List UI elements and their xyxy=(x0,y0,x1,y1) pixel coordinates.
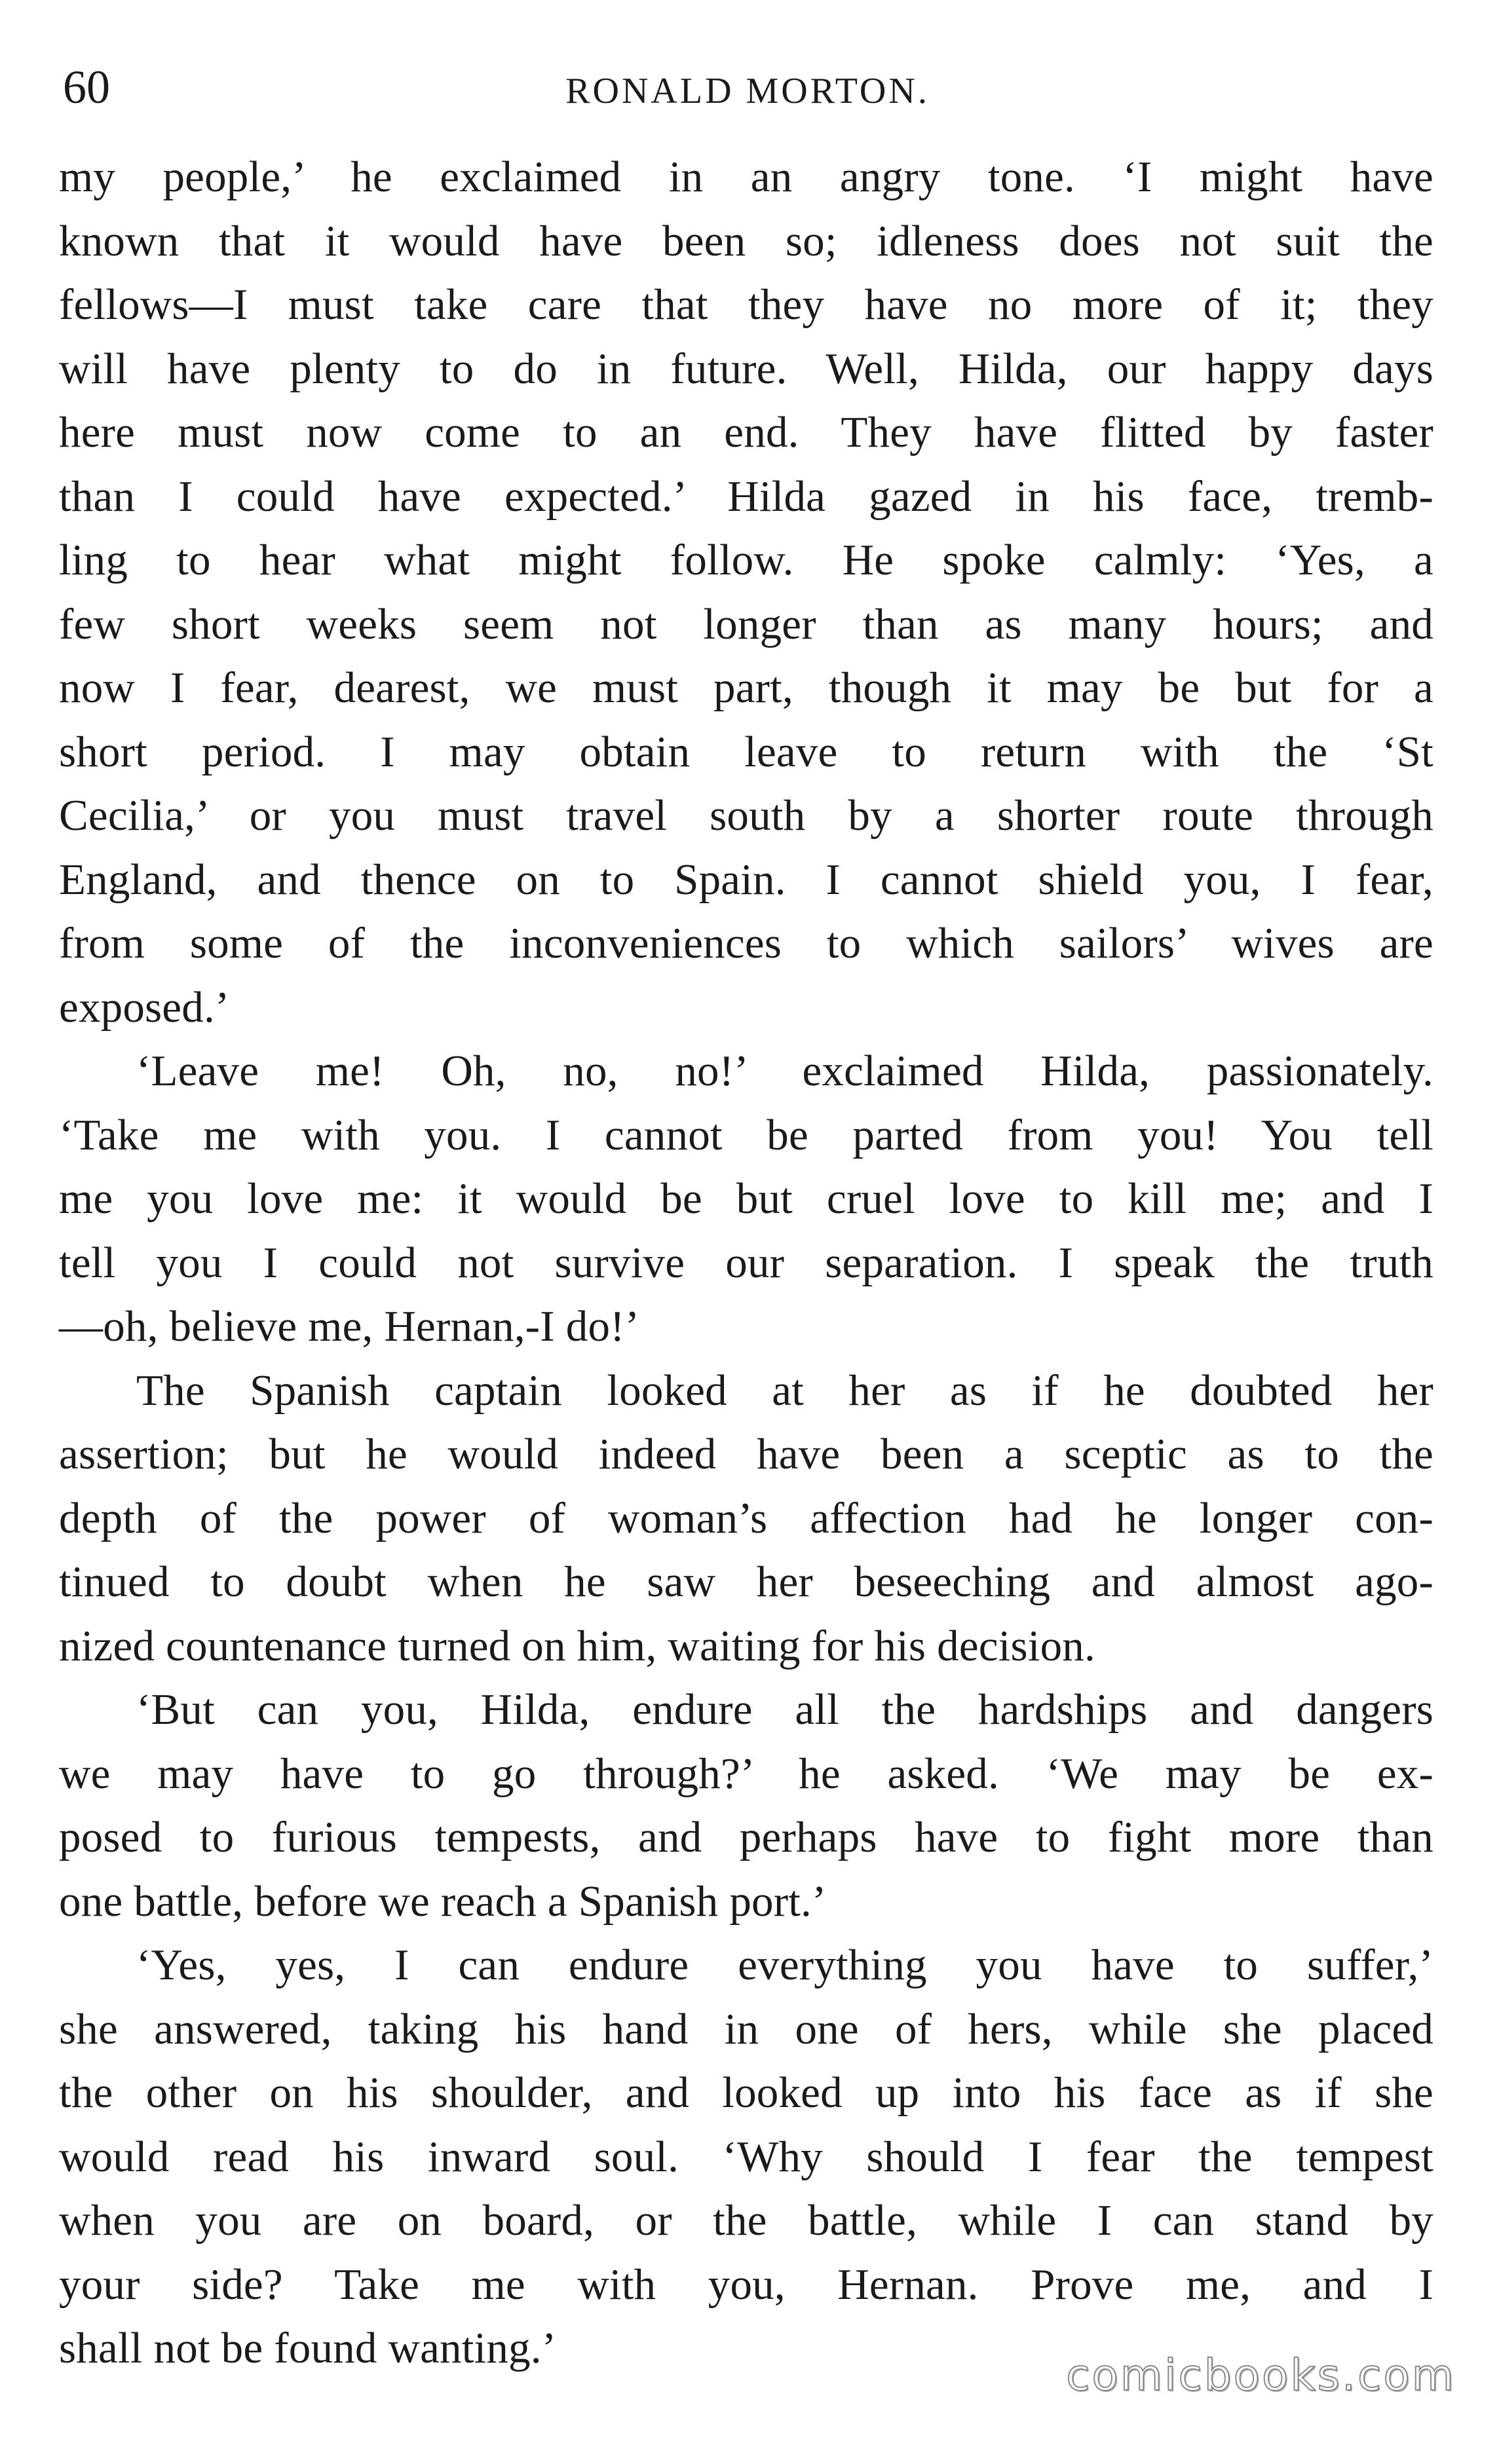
text-line: the other on his shoulder, and looked up into his face as if she xyxy=(59,2068,1433,2117)
text-line: from some of the inconveniences to which sailors’ wives are xyxy=(59,919,1433,967)
text-line: fellows—I must take care that they have no more of it; they xyxy=(59,280,1433,329)
text-line: short period. I may obtain leave to return with the ‘St xyxy=(59,727,1433,776)
body-text xyxy=(59,145,1433,2381)
text-line: when you are on board, or the battle, while I can stand by xyxy=(59,2196,1433,2245)
text-line: nized countenance turned on him, waiting for his decision. xyxy=(59,1621,1095,1670)
text-line: than I could have expected.’ Hilda gazed in his face, tremb- xyxy=(59,472,1433,521)
watermark: comicbooks.com xyxy=(1066,2350,1456,2400)
text-line: now I fear, dearest, we must part, though it may be but for a xyxy=(59,663,1433,712)
text-line: she answered, taking his hand in one of hers, while she placed xyxy=(59,2004,1433,2053)
text-line: we may have to go through?’ he asked. ‘We may be ex- xyxy=(59,1749,1433,1798)
text-line: The Spanish captain looked at her as if he doubted her xyxy=(136,1366,1433,1415)
text-line: tell you I could not survive our separation. I speak the truth xyxy=(59,1238,1433,1287)
text-line: shall not be found wanting.’ xyxy=(59,2324,557,2372)
page-number: 60 xyxy=(63,61,110,113)
text-line: Cecilia,’ or you must travel south by a shorter route through xyxy=(59,791,1433,840)
text-line: ling to hear what might follow. He spoke calmly: ‘Yes, a xyxy=(59,536,1433,584)
text-line: ‘But can you, Hilda, endure all the hardships and dangers xyxy=(136,1685,1433,1734)
text-line: posed to furious tempests, and perhaps have to fight more than xyxy=(59,1813,1433,1861)
text-line: here must now come to an end. They have flitted by faster xyxy=(59,408,1433,457)
text-line: my people,’ he exclaimed in an angry tone. ‘I might have xyxy=(59,153,1433,201)
text-line: ‘Take me with you. I cannot be parted from you! You tell xyxy=(59,1110,1433,1159)
text-line: your side? Take me with you, Hernan. Prove me, and I xyxy=(59,2260,1433,2309)
text-line: —oh, believe me, Hernan,-I do!’ xyxy=(59,1302,640,1351)
text-line: depth of the power of woman’s affection had he longer con- xyxy=(59,1493,1433,1542)
text-line: assertion; but he would indeed have been a sceptic as to the xyxy=(59,1430,1433,1478)
page-header xyxy=(63,51,1432,123)
text-line: exposed.’ xyxy=(59,982,230,1032)
text-line: me you love me: it would be but cruel love to kill me; and I xyxy=(59,1174,1433,1223)
text-line: will have plenty to do in future. Well, Hilda, our happy days xyxy=(59,344,1433,393)
text-line: few short weeks seem not longer than as many hours; and xyxy=(59,599,1433,648)
text-line: ‘Yes, yes, I can endure everything you have to suffer,’ xyxy=(136,1941,1433,1989)
running-title: RONALD MORTON. xyxy=(565,71,930,111)
text-line: ‘Leave me! Oh, no, no!’ exclaimed Hilda, passionately. xyxy=(136,1047,1433,1095)
text-line: would read his inward soul. ‘Why should I fear the tempest xyxy=(59,2132,1433,2181)
text-line: tinued to doubt when he saw her beseeching and almost ago- xyxy=(59,1558,1433,1606)
text-line: England, and thence on to Spain. I cannot shield you, I fear, xyxy=(59,855,1433,904)
text-line: known that it would have been so; idleness does not suit the xyxy=(59,216,1433,265)
text-line: one battle, before we reach a Spanish port.’ xyxy=(59,1876,827,1926)
